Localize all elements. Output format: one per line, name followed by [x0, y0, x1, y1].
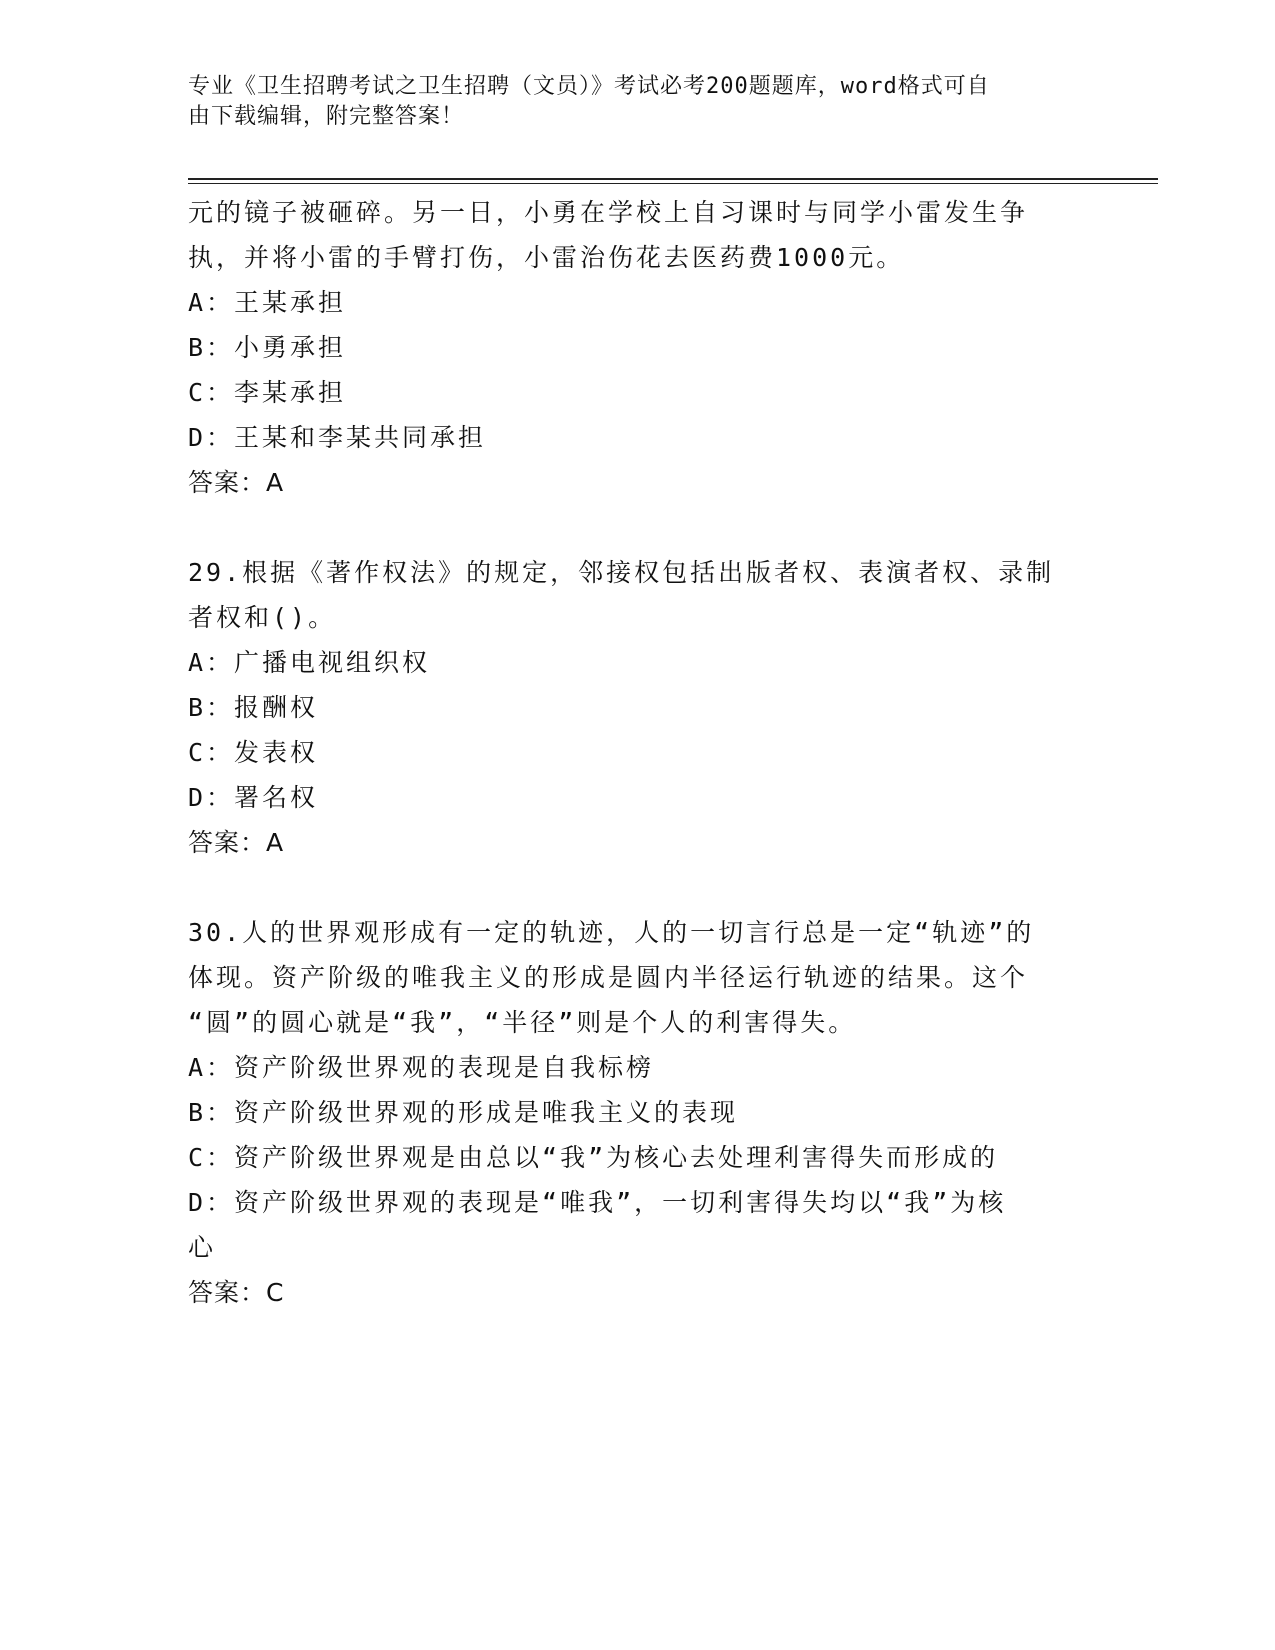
question-content — [188, 190, 1088, 1315]
question-continued — [188, 190, 1088, 505]
question-29 — [188, 550, 1088, 865]
option-b: B：小勇承担 — [188, 333, 347, 362]
option-b: B：报酬权 — [188, 693, 319, 722]
answer-label: 答案：A — [188, 468, 285, 497]
question-stem-line: 30.人的世界观形成有一定的轨迹，人的一切言行总是一定“轨迹”的 — [188, 918, 1035, 947]
answer-label: 答案：A — [188, 828, 285, 857]
option-a: A：资产阶级世界观的表现是自我标榜 — [188, 1053, 655, 1082]
question-30 — [188, 910, 1088, 1315]
answer-label: 答案：C — [188, 1278, 285, 1307]
header-line-2: 由下载编辑，附完整答案！ — [188, 104, 465, 129]
option-b: B：资产阶级世界观的形成是唯我主义的表现 — [188, 1098, 739, 1127]
option-a: A：王某承担 — [188, 288, 347, 317]
question-stem-line: “圆”的圆心就是“我”，“半径”则是个人的利害得失。 — [188, 1008, 857, 1037]
option-c: C：发表权 — [188, 738, 319, 767]
option-c: C：李某承担 — [188, 378, 347, 407]
option-d: D：资产阶级世界观的表现是“唯我”，一切利害得失均以“我”为核 — [188, 1188, 1007, 1217]
question-stem-line: 29.根据《著作权法》的规定，邻接权包括出版者权、表演者权、录制 — [188, 558, 1055, 587]
option-d: D：署名权 — [188, 783, 319, 812]
question-stem-line: 元的镜子被砸碎。另一日，小勇在学校上自习课时与同学小雷发生争 — [188, 198, 1029, 227]
option-c: C：资产阶级世界观是由总以“我”为核心去处理利害得失而形成的 — [188, 1143, 999, 1172]
spacer — [188, 505, 1088, 550]
question-stem-line: 者权和()。 — [188, 603, 337, 632]
header-line-1: 专业《卫生招聘考试之卫生招聘（文员）》考试必考200题题库，word格式可自 — [188, 74, 990, 99]
document-header — [188, 72, 1088, 132]
question-stem-line: 体现。资产阶级的唯我主义的形成是圆内半径运行轨迹的结果。这个 — [188, 963, 1029, 992]
option-d: D：王某和李某共同承担 — [188, 423, 487, 452]
option-d-continued: 心 — [188, 1233, 217, 1262]
option-a: A：广播电视组织权 — [188, 648, 431, 677]
header-divider — [188, 178, 1158, 184]
question-stem-line: 执，并将小雷的手臂打伤，小雷治伤花去医药费1000元。 — [188, 243, 905, 272]
spacer — [188, 865, 1088, 910]
